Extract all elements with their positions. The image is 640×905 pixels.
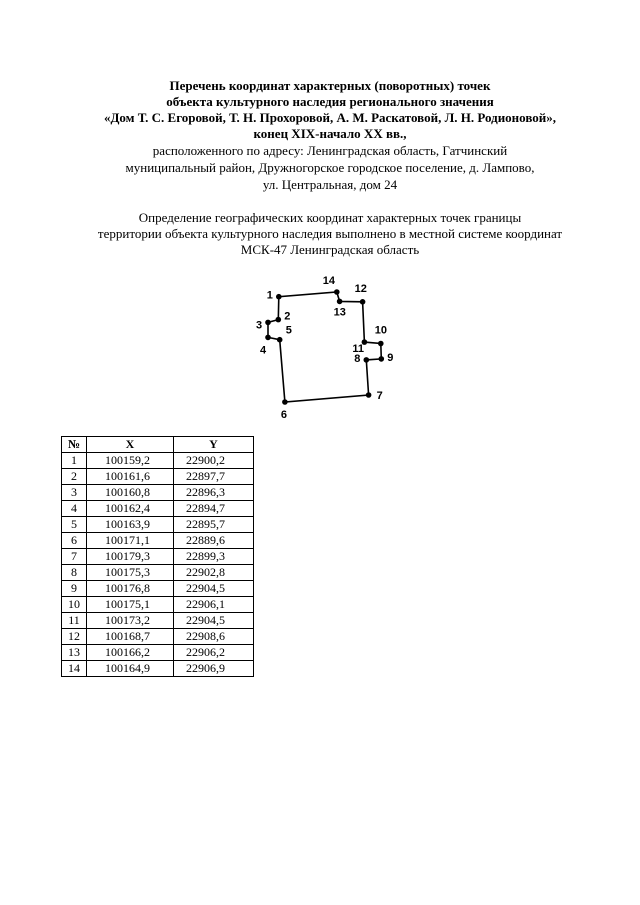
point-label-3: 3 [256, 319, 263, 332]
y-coordinate-cell: 22904,5 [174, 613, 254, 629]
point-label-7: 7 [376, 390, 383, 402]
row-number-cell: 7 [62, 549, 87, 565]
boundary-point-6 [282, 399, 288, 405]
x-coordinate-cell: 100168,7 [87, 629, 174, 645]
y-coordinate-cell: 22906,2 [174, 645, 254, 661]
row-number-cell: 11 [62, 613, 87, 629]
row-number-cell: 10 [62, 597, 87, 613]
y-coordinate-cell: 22889,6 [174, 533, 254, 549]
table-row [62, 581, 254, 597]
x-coordinate-cell: 100164,9 [87, 661, 174, 677]
x-coordinate-cell: 100176,8 [87, 581, 174, 597]
point-label-6: 6 [280, 409, 288, 421]
y-coordinate-cell: 22897,7 [174, 469, 254, 485]
table-row [62, 501, 254, 517]
table-row [62, 453, 254, 469]
row-number-cell: 1 [62, 453, 87, 469]
y-coordinate-cell: 22894,7 [174, 501, 254, 517]
boundary-polygon [266, 289, 381, 402]
table-row [62, 613, 254, 629]
y-coordinate-cell: 22906,1 [174, 597, 254, 613]
boundary-scheme [240, 272, 420, 427]
row-number-cell: 5 [62, 517, 87, 533]
y-coordinate-cell: 22895,7 [174, 517, 254, 533]
x-coordinate-cell: 100161,6 [87, 469, 174, 485]
x-coordinate-cell: 100162,4 [87, 501, 174, 517]
y-coordinate-cell: 22900,2 [174, 453, 254, 469]
point-label-4: 4 [260, 344, 267, 357]
x-coordinate-cell: 100175,3 [87, 565, 174, 581]
row-number-cell: 6 [62, 533, 87, 549]
table-row [62, 645, 254, 661]
note-line-1: Определение географических координат характерных точек границы [138, 210, 522, 225]
boundary-point-5 [277, 337, 283, 343]
table-row [62, 469, 254, 485]
table-row [62, 597, 254, 613]
address-line-3: ул. Центральная, дом 24 [262, 177, 398, 192]
row-number-cell: 13 [62, 645, 87, 661]
y-coordinate-cell: 22904,5 [174, 581, 254, 597]
table-row [62, 629, 254, 645]
address-line-2: муниципальный район, Дружногорское городское поселение, д. Лампово, [125, 160, 535, 175]
row-number-cell: 3 [62, 485, 87, 501]
table-row [62, 565, 254, 581]
boundary-point-8 [364, 357, 370, 363]
y-coordinate-cell: 22896,3 [174, 485, 254, 501]
point-label-12: 12 [354, 282, 367, 295]
boundary-point-13 [337, 299, 343, 305]
row-number-cell: 8 [62, 565, 87, 581]
boundary-point-12 [360, 299, 366, 305]
x-coordinate-cell: 100179,3 [87, 549, 174, 565]
row-number-cell: 12 [62, 629, 87, 645]
boundary-point-4 [265, 335, 271, 341]
boundary-outline [266, 289, 381, 402]
table-header-row [62, 437, 254, 453]
point-label-13: 13 [333, 306, 346, 319]
table-row [62, 517, 254, 533]
row-number-cell: 4 [62, 501, 87, 517]
x-coordinate-cell: 100163,9 [87, 517, 174, 533]
row-number-cell: 14 [62, 661, 87, 677]
document-title-line-3: «Дом Т. С. Егоровой, Т. Н. Прохоровой, А. М. Раскатовой, Л. Н. Родионовой», [103, 110, 557, 125]
point-label-11: 11 [352, 343, 365, 356]
boundary-point-14 [334, 289, 340, 295]
boundary-point-9 [379, 356, 385, 362]
x-coordinate-cell: 100166,2 [87, 645, 174, 661]
column-header-number: № [62, 437, 87, 453]
x-coordinate-cell: 100159,2 [87, 453, 174, 469]
boundary-point-1 [276, 294, 282, 300]
x-coordinate-cell: 100175,1 [87, 597, 174, 613]
y-coordinate-cell: 22908,6 [174, 629, 254, 645]
table-row [62, 549, 254, 565]
point-label-1: 1 [266, 289, 273, 302]
y-coordinate-cell: 22902,8 [174, 565, 254, 581]
column-header-x: X [87, 437, 174, 453]
row-number-cell: 2 [62, 469, 87, 485]
point-label-2: 2 [284, 310, 291, 323]
point-label-8: 8 [354, 352, 361, 365]
x-coordinate-cell: 100171,1 [87, 533, 174, 549]
row-number-cell: 9 [62, 581, 87, 597]
note-line-2: территории объекта культурного наследия выполнено в местной системе координат [97, 226, 563, 241]
address-line-1: расположенного по адресу: Ленинградская область, Гатчинский [152, 143, 508, 158]
column-header-y: Y [174, 437, 254, 453]
point-label-5: 5 [285, 324, 292, 337]
x-coordinate-cell: 100173,2 [87, 613, 174, 629]
x-coordinate-cell: 100160,8 [87, 485, 174, 501]
y-coordinate-cell: 22899,3 [174, 549, 254, 565]
boundary-point-3 [265, 320, 271, 326]
note-line-3: МСК-47 Ленинградская область [240, 242, 420, 257]
table-row [62, 661, 254, 677]
document-title-line-1: Перечень координат характерных (поворотных) точек [169, 78, 491, 93]
document-title-line-4: конец XIX-начало XX вв., [253, 126, 407, 141]
point-label-14: 14 [322, 275, 336, 287]
coordinates-table [61, 436, 254, 677]
y-coordinate-cell: 22906,9 [174, 661, 254, 677]
boundary-point-7 [366, 392, 372, 398]
boundary-point-10 [378, 341, 384, 347]
boundary-point-2 [276, 317, 282, 323]
point-label-9: 9 [387, 351, 394, 364]
table-row [62, 533, 254, 549]
table-row [62, 485, 254, 501]
point-label-10: 10 [374, 324, 388, 337]
document-title-line-2: объекта культурного наследия регионального значения [166, 94, 494, 109]
